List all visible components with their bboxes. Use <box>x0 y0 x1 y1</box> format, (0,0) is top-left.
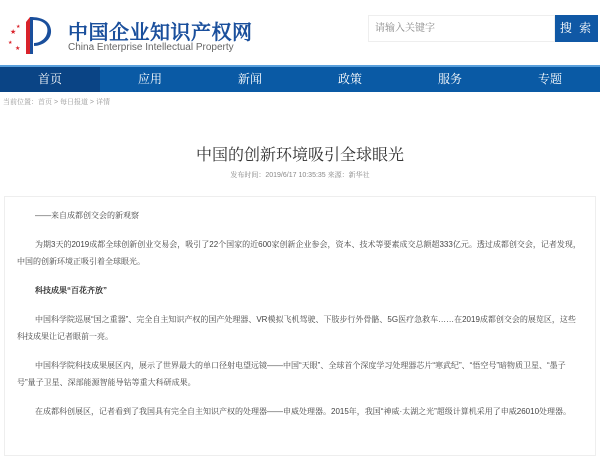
article-meta: 发布时间：2019/6/17 10:35:35 来源：新华社 <box>230 172 370 179</box>
article-body <box>4 196 596 456</box>
svg-text:★: ★ <box>8 40 13 46</box>
article-paragraph: 中国科学院科技成果展区内，展示了世界最大的单口径射电望远镜——中国“天眼”、全球首个深度学习处理器芯片“寒武纪”、“悟空号”暗物质卫星、“墨子号”量子卫星、深部能源智能导钻等重大科研成果。 <box>17 361 566 387</box>
site-subtitle: China Enterprise Intellectual Property <box>68 42 234 53</box>
article-paragraph: 在成都科创展区，记者看到了我国具有完全自主知识产权的处理器——申威处理器。2015年，我国“神威·太湖之光”超级计算机采用了申威26010处理器。 <box>35 407 572 416</box>
nav-item-policy[interactable]: 政策 <box>337 72 362 86</box>
breadcrumb[interactable]: 当前位置：首页 > 每日报道 > 详情 <box>3 99 110 106</box>
nav-item-news[interactable]: 新闻 <box>237 72 262 86</box>
search-button[interactable]: 搜 索 <box>555 15 598 42</box>
article-title: 中国的创新环境吸引全球眼光 <box>195 147 404 164</box>
svg-text:★: ★ <box>10 29 17 36</box>
nav-item-service[interactable]: 服务 <box>437 72 462 86</box>
site-title: 中国企业知识产权网 <box>68 22 253 44</box>
nav-item-application[interactable]: 应用 <box>137 72 162 86</box>
svg-text:★: ★ <box>15 46 21 52</box>
nav-item-home[interactable]: 首页 <box>0 67 100 92</box>
article-paragraph: 中国科学院巡展“国之重器”、完全自主知识产权的国产处理器、VR模拟飞机驾驶、下肢步行外骨骼、5G医疗急救车……在2019成都创交会的展览区，这些科技成果让记者眼前一亮。 <box>17 315 576 341</box>
nav-item-topics[interactable]: 专题 <box>537 72 562 86</box>
article-paragraph: ——来自成都创交会的新观察 <box>35 211 139 220</box>
main-nav <box>0 65 600 92</box>
search-bar <box>368 15 598 42</box>
svg-text:★: ★ <box>16 24 21 30</box>
search-input[interactable]: 请输入关键字 <box>368 15 555 42</box>
article-subheading: 科技成果“百花齐放” <box>35 286 107 295</box>
article-paragraph: 为期3天的2019成都全球创新创业交易会，吸引了22个国家的近600家创新企业参会，资本、技术等要素成交总额超333亿元。透过成都创交会，记者发现，中国的创新环境正吸引着全球眼光。 <box>17 240 581 266</box>
site-header <box>0 0 600 65</box>
site-logo-icon[interactable] <box>6 14 56 56</box>
